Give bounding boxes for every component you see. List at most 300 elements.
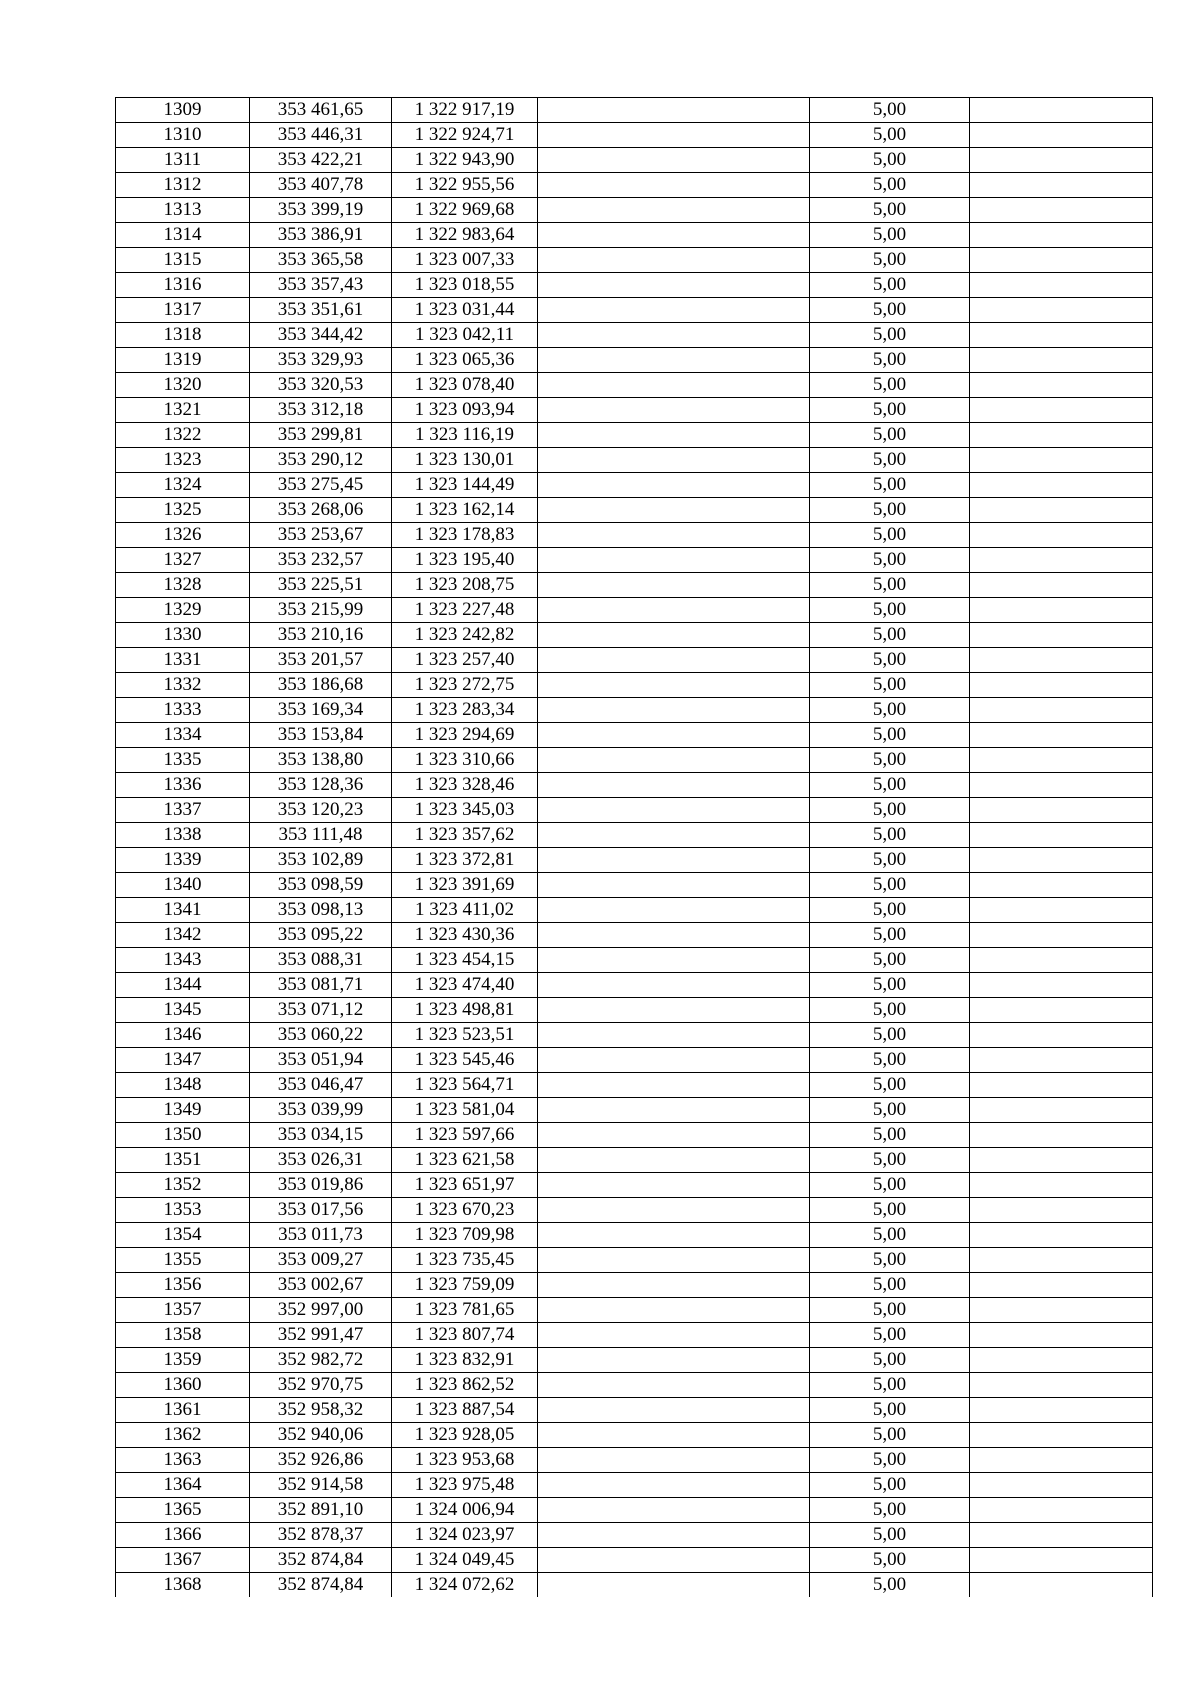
table-row xyxy=(116,198,1153,223)
point-number-cell: 1335 xyxy=(116,748,250,773)
point-number-cell: 1358 xyxy=(116,1323,250,1348)
point-number-cell: 1327 xyxy=(116,548,250,573)
x-coordinate-cell: 352 891,10 xyxy=(250,1498,392,1523)
value-cell: 5,00 xyxy=(810,973,970,998)
extra-cell xyxy=(970,1298,1153,1323)
note-cell xyxy=(538,1498,810,1523)
x-coordinate-cell: 352 982,72 xyxy=(250,1348,392,1373)
y-coordinate-cell: 1 322 969,68 xyxy=(392,198,538,223)
x-coordinate-cell: 353 312,18 xyxy=(250,398,392,423)
table-row xyxy=(116,298,1153,323)
value-cell: 5,00 xyxy=(810,1473,970,1498)
extra-cell xyxy=(970,723,1153,748)
value-cell: 5,00 xyxy=(810,1348,970,1373)
table-row xyxy=(116,398,1153,423)
extra-cell xyxy=(970,1398,1153,1423)
x-coordinate-cell: 353 026,31 xyxy=(250,1148,392,1173)
extra-cell xyxy=(970,223,1153,248)
table-row xyxy=(116,248,1153,273)
value-cell: 5,00 xyxy=(810,1323,970,1348)
table-row xyxy=(116,773,1153,798)
table-row xyxy=(116,998,1153,1023)
point-number-cell: 1312 xyxy=(116,173,250,198)
x-coordinate-cell: 352 914,58 xyxy=(250,1473,392,1498)
table-row xyxy=(116,1223,1153,1248)
value-cell: 5,00 xyxy=(810,773,970,798)
value-cell: 5,00 xyxy=(810,523,970,548)
note-cell xyxy=(538,548,810,573)
note-cell xyxy=(538,773,810,798)
table-row xyxy=(116,423,1153,448)
value-cell: 5,00 xyxy=(810,348,970,373)
point-number-cell: 1310 xyxy=(116,123,250,148)
x-coordinate-cell: 352 997,00 xyxy=(250,1298,392,1323)
x-coordinate-cell: 353 365,58 xyxy=(250,248,392,273)
value-cell: 5,00 xyxy=(810,598,970,623)
note-cell xyxy=(538,1048,810,1073)
x-coordinate-cell: 353 071,12 xyxy=(250,998,392,1023)
point-number-cell: 1341 xyxy=(116,898,250,923)
table-row xyxy=(116,1523,1153,1548)
table-row xyxy=(116,1298,1153,1323)
value-cell: 5,00 xyxy=(810,1448,970,1473)
value-cell: 5,00 xyxy=(810,173,970,198)
note-cell xyxy=(538,273,810,298)
value-cell: 5,00 xyxy=(810,1398,970,1423)
table-row xyxy=(116,1423,1153,1448)
note-cell xyxy=(538,1298,810,1323)
extra-cell xyxy=(970,998,1153,1023)
y-coordinate-cell: 1 323 130,01 xyxy=(392,448,538,473)
note-cell xyxy=(538,298,810,323)
extra-cell xyxy=(970,873,1153,898)
y-coordinate-cell: 1 323 581,04 xyxy=(392,1098,538,1123)
x-coordinate-cell: 352 878,37 xyxy=(250,1523,392,1548)
extra-cell xyxy=(970,98,1153,123)
value-cell: 5,00 xyxy=(810,1173,970,1198)
table-row xyxy=(116,948,1153,973)
point-number-cell: 1365 xyxy=(116,1498,250,1523)
y-coordinate-cell: 1 324 072,62 xyxy=(392,1573,538,1598)
value-cell: 5,00 xyxy=(810,1198,970,1223)
y-coordinate-cell: 1 323 144,49 xyxy=(392,473,538,498)
point-number-cell: 1311 xyxy=(116,148,250,173)
y-coordinate-cell: 1 323 007,33 xyxy=(392,248,538,273)
note-cell xyxy=(538,723,810,748)
point-number-cell: 1316 xyxy=(116,273,250,298)
y-coordinate-cell: 1 323 078,40 xyxy=(392,373,538,398)
x-coordinate-cell: 353 120,23 xyxy=(250,798,392,823)
point-number-cell: 1337 xyxy=(116,798,250,823)
table-row xyxy=(116,1323,1153,1348)
value-cell: 5,00 xyxy=(810,123,970,148)
point-number-cell: 1368 xyxy=(116,1573,250,1598)
y-coordinate-cell: 1 323 328,46 xyxy=(392,773,538,798)
note-cell xyxy=(538,448,810,473)
table-row xyxy=(116,1348,1153,1373)
table-row xyxy=(116,1123,1153,1148)
extra-cell xyxy=(970,1173,1153,1198)
note-cell xyxy=(538,373,810,398)
point-number-cell: 1344 xyxy=(116,973,250,998)
point-number-cell: 1323 xyxy=(116,448,250,473)
value-cell: 5,00 xyxy=(810,1573,970,1598)
value-cell: 5,00 xyxy=(810,423,970,448)
point-number-cell: 1326 xyxy=(116,523,250,548)
note-cell xyxy=(538,948,810,973)
value-cell: 5,00 xyxy=(810,198,970,223)
extra-cell xyxy=(970,1573,1153,1598)
point-number-cell: 1313 xyxy=(116,198,250,223)
table-row xyxy=(116,1473,1153,1498)
y-coordinate-cell: 1 323 498,81 xyxy=(392,998,538,1023)
note-cell xyxy=(538,873,810,898)
x-coordinate-cell: 353 268,06 xyxy=(250,498,392,523)
point-number-cell: 1329 xyxy=(116,598,250,623)
extra-cell xyxy=(970,1023,1153,1048)
table-row xyxy=(116,148,1153,173)
x-coordinate-cell: 352 940,06 xyxy=(250,1423,392,1448)
note-cell xyxy=(538,1223,810,1248)
x-coordinate-cell: 353 034,15 xyxy=(250,1123,392,1148)
point-number-cell: 1364 xyxy=(116,1473,250,1498)
table-row xyxy=(116,698,1153,723)
value-cell: 5,00 xyxy=(810,398,970,423)
note-cell xyxy=(538,1198,810,1223)
note-cell xyxy=(538,1348,810,1373)
table-row xyxy=(116,623,1153,648)
table-row xyxy=(116,748,1153,773)
value-cell: 5,00 xyxy=(810,548,970,573)
extra-cell xyxy=(970,348,1153,373)
note-cell xyxy=(538,648,810,673)
value-cell: 5,00 xyxy=(810,448,970,473)
point-number-cell: 1349 xyxy=(116,1098,250,1123)
note-cell xyxy=(538,473,810,498)
note-cell xyxy=(538,1423,810,1448)
note-cell xyxy=(538,1023,810,1048)
extra-cell xyxy=(970,1473,1153,1498)
y-coordinate-cell: 1 323 621,58 xyxy=(392,1148,538,1173)
y-coordinate-cell: 1 323 257,40 xyxy=(392,648,538,673)
extra-cell xyxy=(970,573,1153,598)
x-coordinate-cell: 353 201,57 xyxy=(250,648,392,673)
point-number-cell: 1314 xyxy=(116,223,250,248)
table-row xyxy=(116,123,1153,148)
x-coordinate-cell: 353 111,48 xyxy=(250,823,392,848)
value-cell: 5,00 xyxy=(810,648,970,673)
point-number-cell: 1348 xyxy=(116,1073,250,1098)
y-coordinate-cell: 1 323 759,09 xyxy=(392,1273,538,1298)
value-cell: 5,00 xyxy=(810,1298,970,1323)
x-coordinate-cell: 353 019,86 xyxy=(250,1173,392,1198)
point-number-cell: 1336 xyxy=(116,773,250,798)
value-cell: 5,00 xyxy=(810,823,970,848)
point-number-cell: 1318 xyxy=(116,323,250,348)
point-number-cell: 1363 xyxy=(116,1448,250,1473)
extra-cell xyxy=(970,923,1153,948)
note-cell xyxy=(538,1123,810,1148)
point-number-cell: 1315 xyxy=(116,248,250,273)
value-cell: 5,00 xyxy=(810,298,970,323)
point-number-cell: 1361 xyxy=(116,1398,250,1423)
extra-cell xyxy=(970,523,1153,548)
extra-cell xyxy=(970,1048,1153,1073)
table-row xyxy=(116,923,1153,948)
extra-cell xyxy=(970,548,1153,573)
x-coordinate-cell: 353 051,94 xyxy=(250,1048,392,1073)
y-coordinate-cell: 1 322 924,71 xyxy=(392,123,538,148)
y-coordinate-cell: 1 323 975,48 xyxy=(392,1473,538,1498)
table-row xyxy=(116,798,1153,823)
y-coordinate-cell: 1 323 430,36 xyxy=(392,923,538,948)
value-cell: 5,00 xyxy=(810,1048,970,1073)
value-cell: 5,00 xyxy=(810,923,970,948)
table-row xyxy=(116,348,1153,373)
value-cell: 5,00 xyxy=(810,323,970,348)
point-number-cell: 1360 xyxy=(116,1373,250,1398)
x-coordinate-cell: 353 128,36 xyxy=(250,773,392,798)
note-cell xyxy=(538,1273,810,1298)
x-coordinate-cell: 353 386,91 xyxy=(250,223,392,248)
note-cell xyxy=(538,1548,810,1573)
note-cell xyxy=(538,1573,810,1598)
table-row xyxy=(116,473,1153,498)
y-coordinate-cell: 1 323 953,68 xyxy=(392,1448,538,1473)
table-row xyxy=(116,1173,1153,1198)
note-cell xyxy=(538,898,810,923)
table-row xyxy=(116,498,1153,523)
y-coordinate-cell: 1 323 564,71 xyxy=(392,1073,538,1098)
point-number-cell: 1357 xyxy=(116,1298,250,1323)
value-cell: 5,00 xyxy=(810,948,970,973)
extra-cell xyxy=(970,948,1153,973)
y-coordinate-cell: 1 323 242,82 xyxy=(392,623,538,648)
table-row xyxy=(116,523,1153,548)
extra-cell xyxy=(970,1548,1153,1573)
extra-cell xyxy=(970,1348,1153,1373)
x-coordinate-cell: 353 186,68 xyxy=(250,673,392,698)
x-coordinate-cell: 353 081,71 xyxy=(250,973,392,998)
point-number-cell: 1317 xyxy=(116,298,250,323)
note-cell xyxy=(538,1398,810,1423)
value-cell: 5,00 xyxy=(810,748,970,773)
x-coordinate-cell: 353 299,81 xyxy=(250,423,392,448)
value-cell: 5,00 xyxy=(810,1548,970,1573)
note-cell xyxy=(538,398,810,423)
table-row xyxy=(116,898,1153,923)
x-coordinate-cell: 352 991,47 xyxy=(250,1323,392,1348)
extra-cell xyxy=(970,1373,1153,1398)
value-cell: 5,00 xyxy=(810,998,970,1023)
y-coordinate-cell: 1 323 310,66 xyxy=(392,748,538,773)
x-coordinate-cell: 352 958,32 xyxy=(250,1398,392,1423)
x-coordinate-cell: 353 169,34 xyxy=(250,698,392,723)
extra-cell xyxy=(970,1148,1153,1173)
x-coordinate-cell: 353 060,22 xyxy=(250,1023,392,1048)
value-cell: 5,00 xyxy=(810,98,970,123)
extra-cell xyxy=(970,1273,1153,1298)
table-row xyxy=(116,1248,1153,1273)
y-coordinate-cell: 1 323 162,14 xyxy=(392,498,538,523)
x-coordinate-cell: 353 102,89 xyxy=(250,848,392,873)
table-row xyxy=(116,1098,1153,1123)
table-row xyxy=(116,1448,1153,1473)
extra-cell xyxy=(970,898,1153,923)
value-cell: 5,00 xyxy=(810,723,970,748)
y-coordinate-cell: 1 323 781,65 xyxy=(392,1298,538,1323)
x-coordinate-cell: 353 399,19 xyxy=(250,198,392,223)
extra-cell xyxy=(970,798,1153,823)
note-cell xyxy=(538,1448,810,1473)
table-row xyxy=(116,1498,1153,1523)
table-row xyxy=(116,1548,1153,1573)
note-cell xyxy=(538,973,810,998)
extra-cell xyxy=(970,773,1153,798)
extra-cell xyxy=(970,1523,1153,1548)
y-coordinate-cell: 1 324 023,97 xyxy=(392,1523,538,1548)
y-coordinate-cell: 1 322 983,64 xyxy=(392,223,538,248)
extra-cell xyxy=(970,1248,1153,1273)
table-row xyxy=(116,323,1153,348)
table-row xyxy=(116,373,1153,398)
point-number-cell: 1359 xyxy=(116,1348,250,1373)
note-cell xyxy=(538,1523,810,1548)
value-cell: 5,00 xyxy=(810,1373,970,1398)
value-cell: 5,00 xyxy=(810,1123,970,1148)
note-cell xyxy=(538,248,810,273)
point-number-cell: 1347 xyxy=(116,1048,250,1073)
value-cell: 5,00 xyxy=(810,1073,970,1098)
y-coordinate-cell: 1 323 018,55 xyxy=(392,273,538,298)
y-coordinate-cell: 1 323 651,97 xyxy=(392,1173,538,1198)
y-coordinate-cell: 1 323 709,98 xyxy=(392,1223,538,1248)
y-coordinate-cell: 1 323 887,54 xyxy=(392,1398,538,1423)
note-cell xyxy=(538,1098,810,1123)
note-cell xyxy=(538,1073,810,1098)
point-number-cell: 1343 xyxy=(116,948,250,973)
point-number-cell: 1354 xyxy=(116,1223,250,1248)
note-cell xyxy=(538,148,810,173)
value-cell: 5,00 xyxy=(810,273,970,298)
extra-cell xyxy=(970,1223,1153,1248)
note-cell xyxy=(538,998,810,1023)
y-coordinate-cell: 1 323 093,94 xyxy=(392,398,538,423)
note-cell xyxy=(538,1473,810,1498)
table-row xyxy=(116,223,1153,248)
point-number-cell: 1333 xyxy=(116,698,250,723)
x-coordinate-cell: 352 926,86 xyxy=(250,1448,392,1473)
y-coordinate-cell: 1 323 474,40 xyxy=(392,973,538,998)
value-cell: 5,00 xyxy=(810,1098,970,1123)
extra-cell xyxy=(970,398,1153,423)
value-cell: 5,00 xyxy=(810,1498,970,1523)
note-cell xyxy=(538,1323,810,1348)
y-coordinate-cell: 1 323 807,74 xyxy=(392,1323,538,1348)
x-coordinate-cell: 353 009,27 xyxy=(250,1248,392,1273)
point-number-cell: 1346 xyxy=(116,1023,250,1048)
note-cell xyxy=(538,848,810,873)
y-coordinate-cell: 1 323 031,44 xyxy=(392,298,538,323)
value-cell: 5,00 xyxy=(810,473,970,498)
extra-cell xyxy=(970,1423,1153,1448)
extra-cell xyxy=(970,323,1153,348)
point-number-cell: 1352 xyxy=(116,1173,250,1198)
x-coordinate-cell: 353 232,57 xyxy=(250,548,392,573)
value-cell: 5,00 xyxy=(810,673,970,698)
extra-cell xyxy=(970,198,1153,223)
x-coordinate-cell: 353 098,13 xyxy=(250,898,392,923)
extra-cell xyxy=(970,473,1153,498)
x-coordinate-cell: 353 225,51 xyxy=(250,573,392,598)
point-number-cell: 1320 xyxy=(116,373,250,398)
y-coordinate-cell: 1 322 943,90 xyxy=(392,148,538,173)
y-coordinate-cell: 1 323 283,34 xyxy=(392,698,538,723)
x-coordinate-cell: 353 215,99 xyxy=(250,598,392,623)
x-coordinate-cell: 353 446,31 xyxy=(250,123,392,148)
note-cell xyxy=(538,123,810,148)
coordinates-table-body xyxy=(116,98,1153,1598)
value-cell: 5,00 xyxy=(810,1423,970,1448)
note-cell xyxy=(538,1373,810,1398)
note-cell xyxy=(538,198,810,223)
extra-cell xyxy=(970,373,1153,398)
point-number-cell: 1367 xyxy=(116,1548,250,1573)
value-cell: 5,00 xyxy=(810,873,970,898)
note-cell xyxy=(538,598,810,623)
y-coordinate-cell: 1 323 345,03 xyxy=(392,798,538,823)
table-row xyxy=(116,648,1153,673)
note-cell xyxy=(538,673,810,698)
note-cell xyxy=(538,1148,810,1173)
coordinates-table xyxy=(115,97,1153,1597)
y-coordinate-cell: 1 323 735,45 xyxy=(392,1248,538,1273)
x-coordinate-cell: 353 253,67 xyxy=(250,523,392,548)
x-coordinate-cell: 352 874,84 xyxy=(250,1573,392,1598)
table-row xyxy=(116,823,1153,848)
value-cell: 5,00 xyxy=(810,1248,970,1273)
point-number-cell: 1338 xyxy=(116,823,250,848)
note-cell xyxy=(538,173,810,198)
value-cell: 5,00 xyxy=(810,1273,970,1298)
note-cell xyxy=(538,748,810,773)
point-number-cell: 1309 xyxy=(116,98,250,123)
x-coordinate-cell: 353 011,73 xyxy=(250,1223,392,1248)
y-coordinate-cell: 1 323 272,75 xyxy=(392,673,538,698)
note-cell xyxy=(538,923,810,948)
x-coordinate-cell: 353 290,12 xyxy=(250,448,392,473)
extra-cell xyxy=(970,1198,1153,1223)
extra-cell xyxy=(970,623,1153,648)
value-cell: 5,00 xyxy=(810,1148,970,1173)
extra-cell xyxy=(970,1498,1153,1523)
y-coordinate-cell: 1 323 411,02 xyxy=(392,898,538,923)
table-row xyxy=(116,1198,1153,1223)
x-coordinate-cell: 353 039,99 xyxy=(250,1098,392,1123)
table-row xyxy=(116,1073,1153,1098)
y-coordinate-cell: 1 323 357,62 xyxy=(392,823,538,848)
value-cell: 5,00 xyxy=(810,1523,970,1548)
x-coordinate-cell: 353 095,22 xyxy=(250,923,392,948)
point-number-cell: 1324 xyxy=(116,473,250,498)
point-number-cell: 1319 xyxy=(116,348,250,373)
table-row xyxy=(116,723,1153,748)
point-number-cell: 1325 xyxy=(116,498,250,523)
note-cell xyxy=(538,423,810,448)
y-coordinate-cell: 1 323 227,48 xyxy=(392,598,538,623)
value-cell: 5,00 xyxy=(810,798,970,823)
x-coordinate-cell: 352 874,84 xyxy=(250,1548,392,1573)
